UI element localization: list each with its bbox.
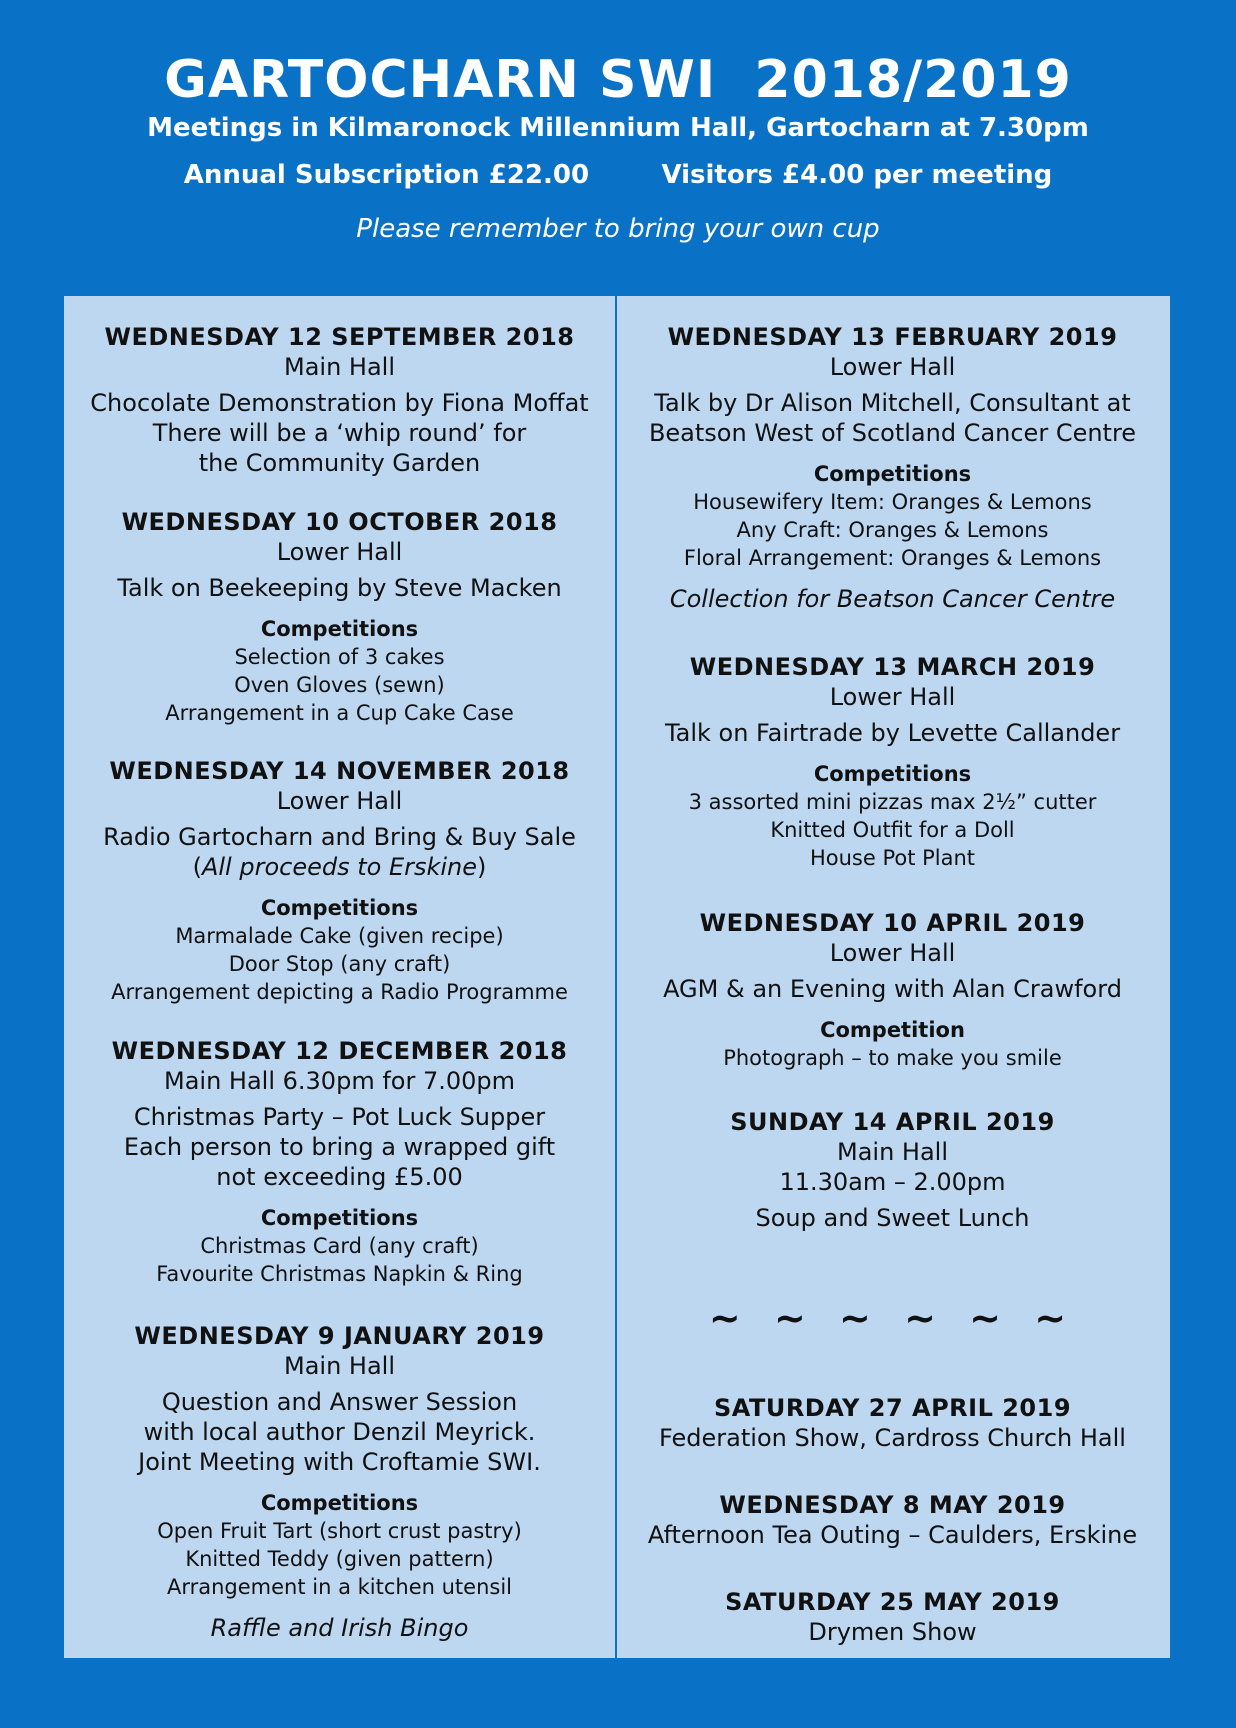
- event-description: [64, 388, 615, 478]
- event-date: WEDNESDAY 12 DECEMBER 2018: [111, 1037, 568, 1065]
- event-tea-outing: [617, 1490, 1168, 1550]
- event-date: WEDNESDAY 14 NOVEMBER 2018: [109, 757, 570, 785]
- competition-item: 3 assorted mini pizzas max 2½” cutter: [688, 790, 1097, 814]
- event-venue: Lower Hall: [276, 538, 403, 566]
- competitions-heading: Competitions: [260, 1491, 419, 1515]
- event-time: 11.30am – 2.00pm: [779, 1168, 1006, 1196]
- paren: (: [192, 853, 202, 881]
- description-line: Beatson West of Scotland Cancer Centre: [648, 419, 1137, 447]
- event-sun-apr-2019: [617, 1107, 1168, 1233]
- event-date: SATURDAY 25 MAY 2019: [725, 1588, 1060, 1616]
- competition-item: Knitted Outfit for a Doll: [770, 818, 1015, 842]
- description-line: Talk by Dr Alison Mitchell, Consultant at: [654, 389, 1131, 417]
- event-dec-2018: [64, 1036, 615, 1288]
- event-description: [617, 388, 1168, 448]
- event-venue: Lower Hall: [829, 683, 956, 711]
- competition-item: Marmalade Cake (given recipe): [175, 924, 504, 948]
- event-mar-2019: [617, 652, 1168, 872]
- description-line: Christmas Party – Pot Luck Supper: [133, 1103, 546, 1131]
- event-oct-2018: [64, 507, 615, 727]
- event-note: Raffle and Irish Bingo: [210, 1614, 469, 1642]
- description-line: the Community Garden: [198, 449, 481, 477]
- event-apr-2019: [617, 908, 1168, 1072]
- event-description: [617, 974, 1168, 1004]
- description-line: Question and Answer Session: [161, 1388, 518, 1416]
- competition-item: Selection of 3 cakes: [234, 645, 445, 669]
- description-line: Joint Meeting with Croftamie SWI.: [138, 1448, 541, 1476]
- event-venue: Main Hall 6.30pm for 7.00pm: [164, 1067, 515, 1095]
- event-date: SUNDAY 14 APRIL 2019: [730, 1108, 1055, 1136]
- event-date: WEDNESDAY 13 FEBRUARY 2019: [667, 323, 1118, 351]
- competition-item: Arrangement in a kitchen utensil: [166, 1575, 513, 1599]
- competitions-heading: Competitions: [260, 896, 419, 920]
- description-italic: All proceeds to Erskine: [201, 853, 478, 881]
- event-venue: Federation Show, Cardross Church Hall: [659, 1424, 1126, 1452]
- competition-item: House Pot Plant: [809, 846, 976, 870]
- event-sep-2018: [64, 322, 615, 478]
- event-nov-2018: [64, 756, 615, 1006]
- event-drymen-show: [617, 1587, 1168, 1647]
- event-venue: Lower Hall: [829, 939, 956, 967]
- event-description: [64, 1102, 615, 1192]
- event-venue: Main Hall: [283, 353, 395, 381]
- event-date: WEDNESDAY 13 MARCH 2019: [689, 653, 1096, 681]
- event-description: [64, 1387, 615, 1477]
- event-venue: Drymen Show: [808, 1618, 977, 1646]
- competitions-heading: Competitions: [813, 462, 972, 486]
- event-venue: Afternoon Tea Outing – Caulders, Erskine: [647, 1521, 1138, 1549]
- event-date: WEDNESDAY 9 JANUARY 2019: [134, 1322, 545, 1350]
- event-venue: Main Hall: [283, 1352, 395, 1380]
- description-line: Each person to bring a wrapped gift: [123, 1133, 556, 1161]
- competition-item: Knitted Teddy (given pattern): [185, 1547, 494, 1571]
- competition-item: Favourite Christmas Napkin & Ring: [156, 1262, 523, 1286]
- event-description: [617, 718, 1168, 748]
- event-feb-2019: [617, 322, 1168, 614]
- event-federation-show: [617, 1393, 1168, 1453]
- event-date: WEDNESDAY 10 OCTOBER 2018: [121, 508, 558, 536]
- programme-panel: [64, 296, 1170, 1658]
- description-line: not exceeding £5.00: [216, 1163, 463, 1191]
- description-line: Talk on Fairtrade by Levette Callander: [664, 719, 1121, 747]
- event-date: WEDNESDAY 12 SEPTEMBER 2018: [104, 323, 575, 351]
- description-line: Talk on Beekeeping by Steve Macken: [117, 574, 562, 602]
- description-line: with local author Denzil Meyrick.: [143, 1418, 536, 1446]
- paren: ): [477, 853, 487, 881]
- competition-item: Arrangement in a Cup Cake Case: [165, 701, 514, 725]
- meetings-info: Meetings in Kilmaronock Millennium Hall, Gartocharn at 7.30pm: [147, 113, 1089, 143]
- event-description: [64, 573, 615, 603]
- description-line: Soup and Sweet Lunch: [755, 1204, 1030, 1232]
- description-line: Chocolate Demonstration by Fiona Moffat: [90, 389, 589, 417]
- event-description: [64, 822, 615, 882]
- competitions-heading: Competitions: [260, 617, 419, 641]
- event-venue: Lower Hall: [276, 787, 403, 815]
- event-note: Collection for Beatson Cancer Centre: [669, 585, 1116, 613]
- description-line: There will be a ‘whip round’ for: [152, 419, 527, 447]
- competition-item: Oven Gloves (sewn): [234, 673, 445, 697]
- competition-item: Christmas Card (any craft): [200, 1234, 479, 1258]
- competitions-heading: Competitions: [260, 1206, 419, 1230]
- competitions-heading: Competition: [820, 1018, 965, 1042]
- competition-item: Photograph – to make you smile: [723, 1046, 1062, 1070]
- competitions-heading: Competitions: [813, 762, 972, 786]
- description-line: [64, 852, 615, 882]
- competition-item: Arrangement depicting a Radio Programme: [111, 980, 568, 1004]
- event-venue: Main Hall: [836, 1138, 948, 1166]
- event-venue: Lower Hall: [829, 353, 956, 381]
- event-description: [617, 1203, 1168, 1233]
- event-date: WEDNESDAY 8 MAY 2019: [719, 1491, 1066, 1519]
- tilde-divider: ~ ~ ~ ~ ~ ~: [708, 1296, 1077, 1340]
- competition-item: Floral Arrangement: Oranges & Lemons: [683, 546, 1102, 570]
- description-line: AGM & an Evening with Alan Crawford: [663, 975, 1122, 1003]
- competition-item: Door Stop (any craft): [228, 952, 451, 976]
- description-line: Radio Gartocharn and Bring & Buy Sale: [103, 823, 576, 851]
- page-title: GARTOCHARN SWI 2018/2019: [164, 50, 1072, 110]
- competition-item: Open Fruit Tart (short crust pastry): [157, 1519, 522, 1543]
- competition-item: Any Craft: Oranges & Lemons: [736, 518, 1049, 542]
- competition-item: Housewifery Item: Oranges & Lemons: [693, 490, 1092, 514]
- event-date: WEDNESDAY 10 APRIL 2019: [699, 909, 1086, 937]
- event-jan-2019: [64, 1321, 615, 1643]
- event-date: SATURDAY 27 APRIL 2019: [713, 1394, 1072, 1422]
- cup-reminder: Please remember to bring your own cup: [356, 214, 880, 244]
- subscription-info: Annual Subscription £22.00 Visitors £4.00 per meeting: [183, 160, 1053, 190]
